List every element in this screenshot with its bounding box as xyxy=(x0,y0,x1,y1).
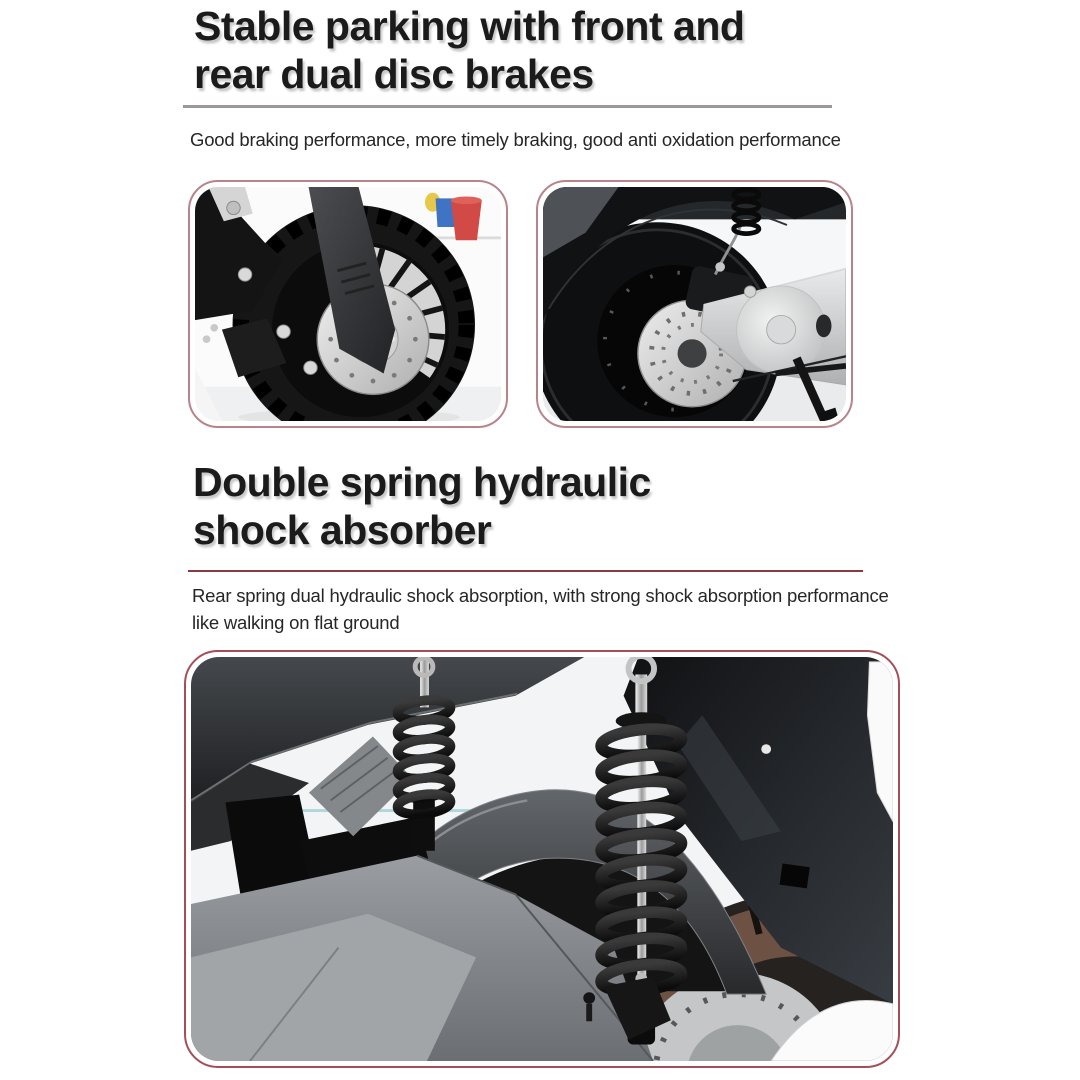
shock-photo-clip xyxy=(191,657,893,1061)
brake-title-line2: rear dual disc brakes xyxy=(194,51,594,97)
shock-title-line2: shock absorber xyxy=(193,507,492,553)
front-wheel-photo-illustration xyxy=(195,187,501,421)
brake-title-line1: Stable parking with front and xyxy=(194,3,745,49)
front-wheel-disc-brake-photo xyxy=(188,180,508,428)
shock-section-divider xyxy=(188,570,863,572)
rear-wheel-photo-illustration xyxy=(543,187,846,421)
rear-wheel-photo-clip xyxy=(543,187,846,421)
shock-title-line1: Double spring hydraulic xyxy=(193,459,651,505)
shock-photo-illustration xyxy=(191,657,893,1061)
shock-section-title xyxy=(193,458,651,554)
bolt xyxy=(583,992,595,1004)
rear-wheel-disc-brake-photo xyxy=(536,180,853,428)
brake-section-subtitle: Good braking performance, more timely braking, good anti oxidation performance xyxy=(190,129,841,150)
shock-subtitle-line2: like walking on flat ground xyxy=(192,612,400,633)
shock-subtitle-line1: Rear spring dual hydraulic shock absorption, with strong shock absorption performance xyxy=(192,585,889,606)
dual-spring-shock-absorber-photo xyxy=(184,650,900,1068)
front-wheel-photo-clip xyxy=(195,187,501,421)
brake-section-title xyxy=(194,2,744,98)
shock-section-subtitle xyxy=(192,582,889,636)
brake-section-divider xyxy=(183,105,832,108)
